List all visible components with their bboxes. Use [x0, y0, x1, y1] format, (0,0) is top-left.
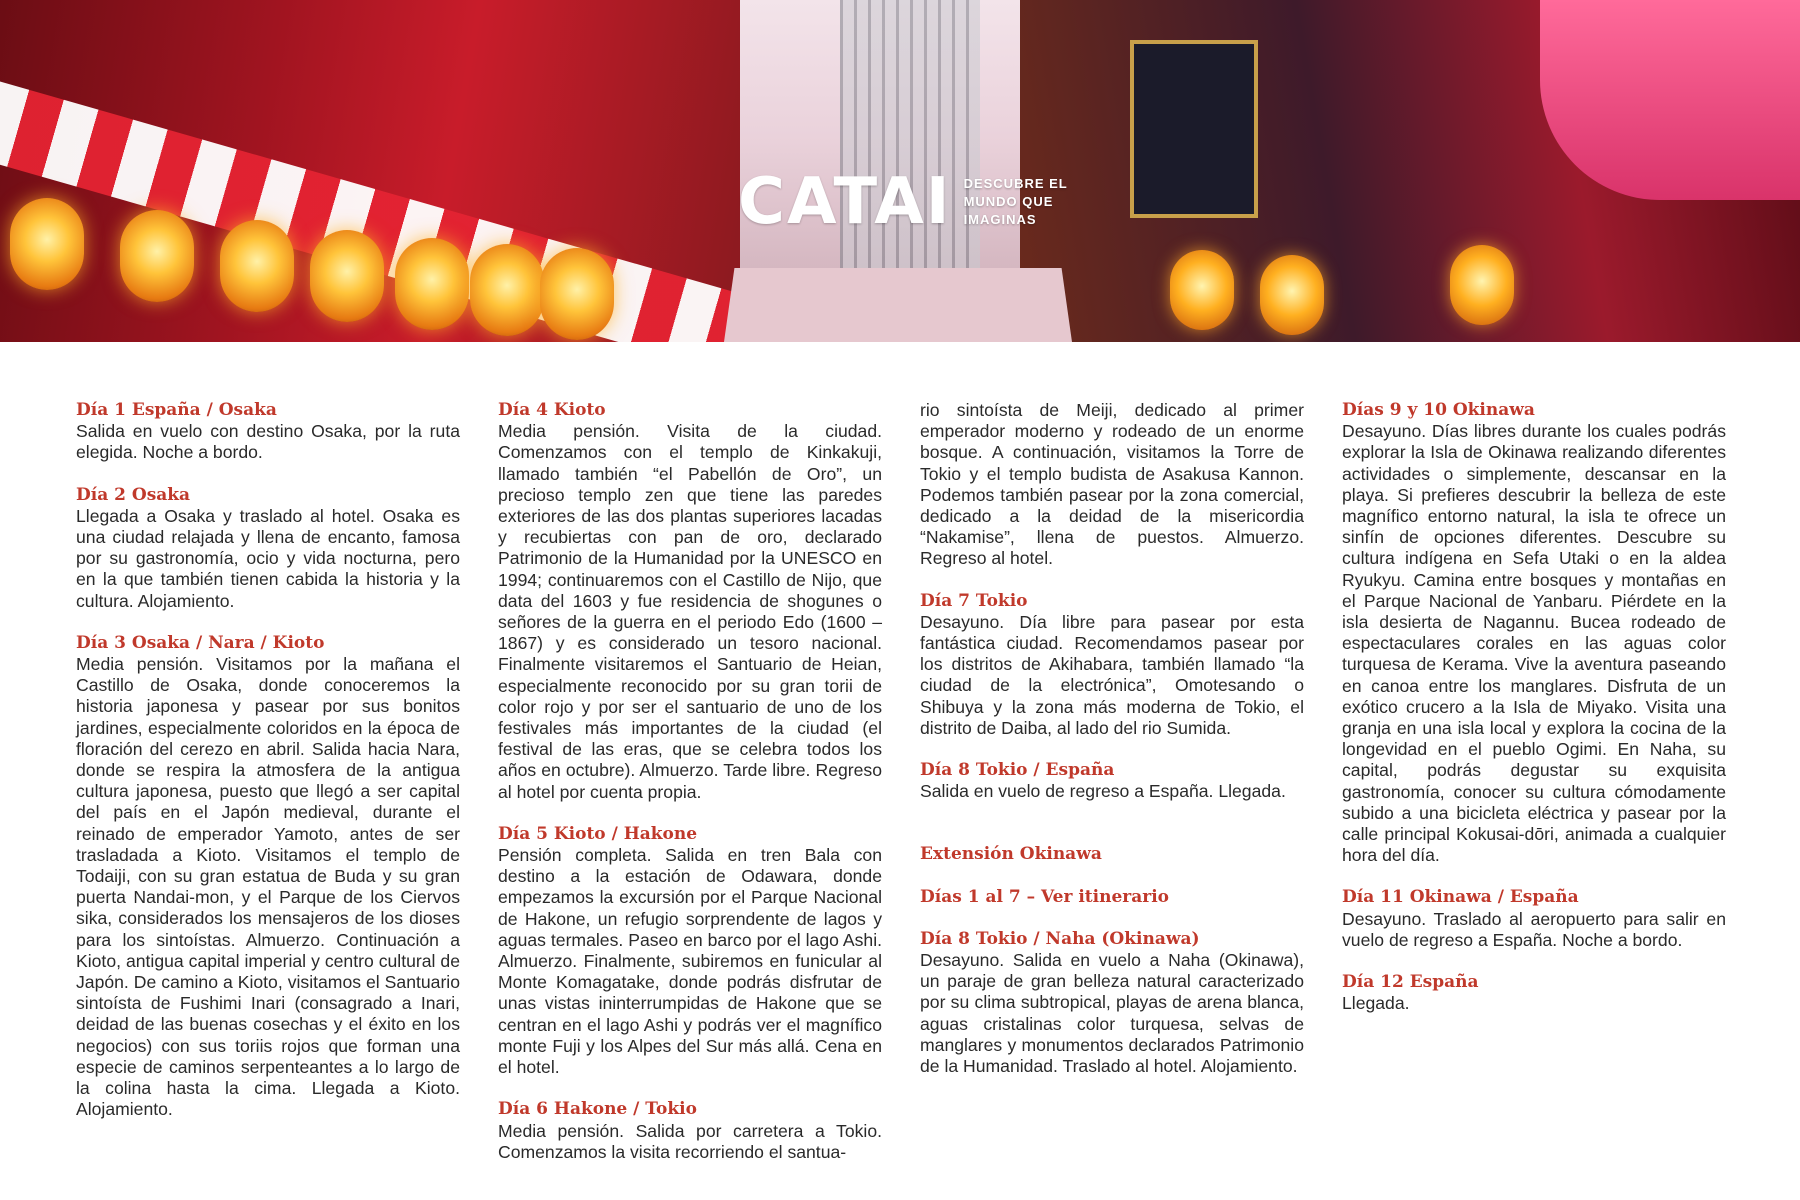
day-description: Desayuno. Traslado al aeropuerto para salir en vuelo de regreso a España. Noche a bordo. [1342, 908, 1726, 950]
brand-tagline [964, 175, 1094, 229]
itinerary-day [920, 760, 1304, 802]
tagline-line: DESCUBRE EL [963, 176, 1068, 191]
day-heading: Día 1 España / Osaka [76, 400, 277, 420]
day-description: Llegada. [1342, 993, 1410, 1014]
day-description: Media pensión. Visita de la ciudad. Comenzamos con el templo de Kinkakuji, llamado también “el Pabellón de Oro”, un precioso templo zen que tiene las paredes exteriores de las dos plantas superiores lacadas y recubiertas con pan de oro, declarado Patrimonio de la Humanidad por la UNESCO en 1994; continuaremos con el Castillo de Nijo, que data del 1603 y fue residencia de shogunes o señores de la guerra en el periodo Edo (1600 – 1867) y es considerado un tesoro nacional. Finalmente visitaremos el Santuario de Heian, especialmente reconocido por su gran torii de color rojo y por ser el santuario de uno de los festivales más importantes de la ciudad (el festival de las eras, que se celebra todos los años en octubre). Almuerzo. Tarde libre. Regreso al hotel por cuenta propia. [498, 421, 882, 802]
itinerary-day [1342, 887, 1726, 951]
day-heading: Días 9 y 10 Okinawa [1342, 400, 1535, 420]
itinerary-continuation [920, 400, 1304, 570]
itinerary-column-2 [498, 400, 882, 1163]
day-description: Desayuno. Día libre para pasear por esta fantástica ciudad. Recomendamos pasear por los distritos de Akihabara, también llamado “la ciudad de la electrónica”, Omotesando o Shibuya y la zona más moderna de Tokio, el distrito de Daiba, al lado del rio Sumida. [920, 611, 1304, 738]
day-heading: Día 11 Okinawa / España [1342, 887, 1579, 908]
day-description: Media pensión. Salida por carretera a Tokio. Comenzamos la visita recorriendo el santua- [498, 1120, 882, 1162]
day-description: Desayuno. Salida en vuelo a Naha (Okinawa), un paraje de gran belleza natural caracterizado por su clima subtropical, playas de arena blanca, aguas cristalinas color turquesa, selvas de manglares y monumentos declarados Patrimonio de la Humanidad. Traslado al hotel. Alojamiento. [920, 950, 1304, 1077]
day-description: Desayuno. Días libres durante los cuales podrás explorar la Isla de Okinawa realizando diferentes actividades o simplemente, descansar en la playa. Si prefieres descubrir la belleza de este magnífico entorno natural, la isla te ofrece un sinfín de opciones diferentes. Descubre su cultura indígena en Sefa Utaki o en la aldea Ryukyu. Camina entre bosques y montañas en el Parque Nacional de Yanbaru. Piérdete en la isla desierta de Nagannu. Bucea rodeado de espectaculares corales en las aguas color turquesa de Kerama. Vive la aventura paseando en canoa entre los manglares. Disfruta de un exótico crucero a la Isla de Miyako. Visita una granja en una isla local y explora la cocina de la longevidad en el pueblo Ogimi. En Naha, su capital, podrás degustar su exquisita gastronomía, conocer su cultura cómodamente subido a una bicicleta eléctrica y pasear por la calle principal Kokusai-dōri, animada a cualquier hora del día. [1342, 421, 1726, 866]
day-heading: Día 12 España [1342, 972, 1479, 993]
section-heading: Extensión Okinawa [920, 844, 1102, 865]
itinerary-day [76, 633, 460, 1121]
extension-days [920, 887, 1304, 908]
tagline-line: MUNDO QUE [963, 194, 1054, 209]
itinerary-day [498, 1099, 882, 1163]
itinerary-day [76, 400, 460, 464]
day-description: Salida en vuelo con destino Osaka, por la ruta elegida. Noche a bordo. [76, 421, 460, 463]
day-description: rio sintoísta de Meiji, dedicado al primer emperador moderno y rodeado de un enorme bosque. A continuación, visitamos la Torre de Tokio y el templo budista de Asakusa Kannon. Podemos también pasear por la zona comercial, dedicado a la deidad de la misericordia “Nakamise”, llena de puestos. Almuerzo. Regreso al hotel. [920, 400, 1304, 569]
itinerary-day [498, 400, 882, 803]
banner-panel [724, 268, 1072, 342]
lantern [1260, 255, 1324, 335]
day-description: Salida en vuelo de regreso a España. Llegada. [920, 781, 1286, 802]
day-heading: Día 2 Osaka [76, 484, 191, 505]
itinerary-column-1 [76, 400, 460, 1121]
brand-logo [738, 164, 1094, 240]
lantern [1170, 250, 1234, 330]
day-heading: Día 5 Kioto / Hakone [498, 823, 698, 844]
lantern [1450, 245, 1514, 325]
header-photo-banner [0, 0, 1800, 342]
itinerary-day [920, 591, 1304, 739]
day-description: Media pensión. Visitamos por la mañana el Castillo de Osaka, donde conoceremos la historia japonesa y pasear por sus bonitos jardines, especialmente coloridos en la época de floración del cerezo en abril. Salida hacia Nara, donde se respira la atmosfera de la antigua cultura japonesa, puesto que llegó a ser capital del país en el Japón medieval, durante el reinado de emperador Yamoto, antes de ser trasladada a Kioto. Visitamos el templo de Todaiji, con su gran estatua de Buda y su gran puerta Nandai-mon, y el Parque de los Ciervos sika, considerados los mensajeros de los dioses para los sintoístas. Almuerzo. Continuación a Kioto, antigua capital imperial y centro cultural de Japón. De camino a Kioto, visitamos el Santuario sintoísta de Fushimi Inari (consagrado a Inari, deidad de las buenas cosechas y el éxito en los negocios) con sus toriis rojos que forman una especie de caminos serpenteantes a lo largo de la colina hasta la cima. Llegada a Kioto. Alojamiento. [76, 654, 460, 1120]
day-heading: Día 8 Tokio / Naha (Okinawa) [920, 928, 1200, 949]
day-heading: Día 7 Tokio [920, 590, 1028, 611]
itinerary-day [1342, 400, 1726, 866]
itinerary-day [76, 485, 460, 612]
lantern-row [0, 190, 720, 340]
itinerary-day [498, 824, 882, 1078]
extension-title [920, 844, 1304, 865]
itinerary-day [920, 929, 1304, 1077]
section-heading: Días 1 al 7 – Ver itinerario [920, 886, 1169, 907]
day-heading: Día 8 Tokio / España [920, 760, 1115, 781]
itinerary-column-3 [920, 400, 1304, 1077]
itinerary-column-4 [1342, 400, 1726, 1014]
day-heading: Día 6 Hakone / Tokio [498, 1099, 697, 1120]
itinerary-day [1342, 972, 1726, 1014]
day-description: Pensión completa. Salida en tren Bala con destino a la estación de Odawara, donde empezamos la excursión por el Parque Nacional de Hakone, un refugio sorprendente de lagos y aguas termales. Paseo en barco por el lago Ashi. Almuerzo. Finalmente, subiremos en funicular al Monte Komagatake, donde podrás disfrutar de unas vistas ininterrumpidas de Hakone que se centran en el lago Ashi y podrás ver el magnífico monte Fuji y los Alpes del Sur más allá. Cena en el hotel. [498, 845, 882, 1078]
day-description: Llegada a Osaka y traslado al hotel. Osaka es una ciudad relajada y llena de encanto, famosa por su gastronomía, ocio y vida nocturna, pero en la que también tienen cabida la historia y la cultura. Alojamiento. [76, 505, 460, 611]
tagline-line: IMAGINAS [963, 212, 1037, 227]
logo-text: CATAI [738, 165, 952, 239]
day-heading: Día 4 Kioto [498, 400, 606, 420]
vertical-sign [1130, 40, 1258, 218]
day-heading: Día 3 Osaka / Nara / Kioto [76, 632, 325, 653]
